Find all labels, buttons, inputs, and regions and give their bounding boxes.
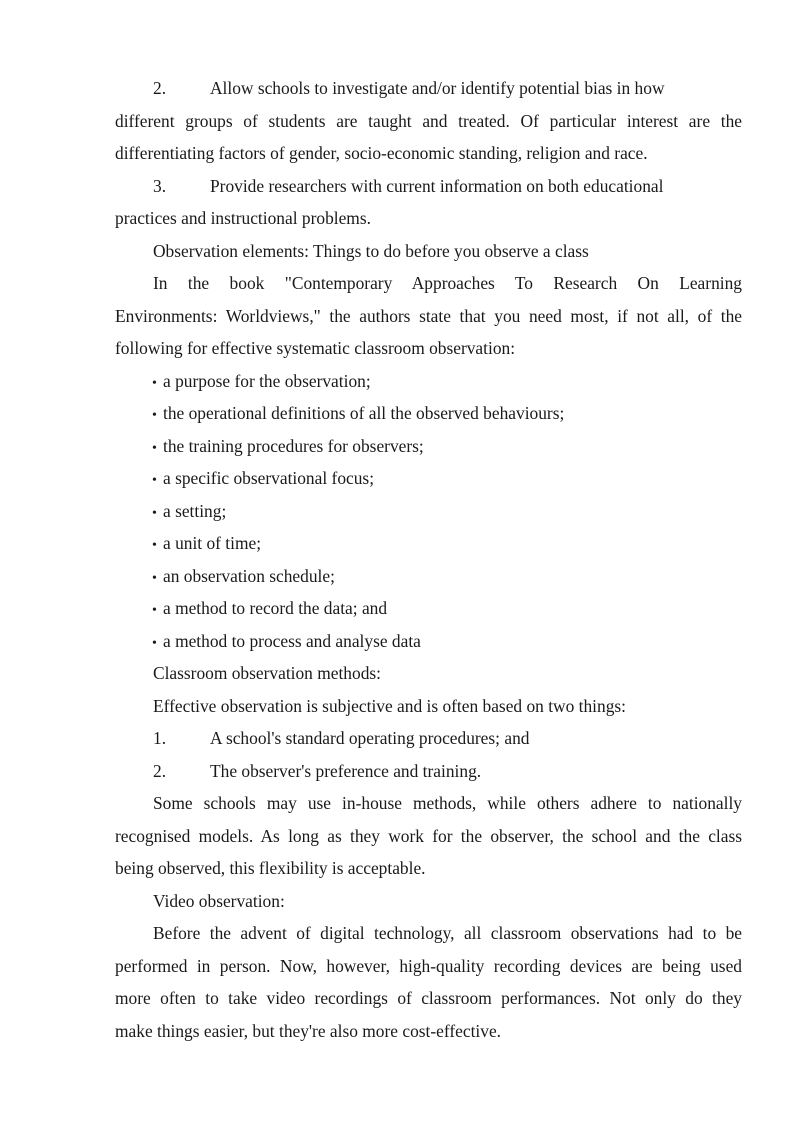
paragraph-line: following for effective systematic classroom observation: [115, 338, 516, 358]
numbered-item [115, 755, 742, 788]
list-item [115, 625, 742, 658]
list-item-text: a purpose for the observation; [163, 370, 371, 391]
section-heading: Classroom observation methods: [153, 663, 381, 683]
paragraph-line: Effective observation is subjective and is often based on two things: [153, 695, 626, 716]
paragraph-line: performed in person. Now, however, high-quality recording devices are being used [115, 955, 742, 976]
list-item-text: the training procedures for observers; [163, 435, 424, 456]
item-number: 1. [153, 728, 167, 748]
list-item-text: the operational definitions of all the observed behaviours; [163, 403, 565, 423]
bullet-icon: • [152, 635, 157, 651]
numbered-item [115, 722, 742, 755]
list-item-text: a unit of time; [163, 533, 262, 553]
item-text: Provide researchers with current information on both educational [210, 175, 664, 196]
list-item-text: an observation schedule; [163, 565, 335, 586]
paragraph-line: Before the advent of digital technology, all classroom observations had to be [153, 923, 742, 943]
list-item [115, 495, 742, 528]
list-item [115, 397, 742, 430]
list-item [115, 527, 742, 560]
document-page [115, 72, 742, 1047]
bullet-icon: • [152, 473, 157, 488]
list-item [115, 365, 742, 398]
section-heading: Observation elements: Things to do before you observe a class [153, 240, 589, 261]
list-item-text: a method to process and analyse data [163, 630, 421, 651]
paragraph-line: practices and instructional problems. [115, 208, 371, 228]
list-item-text: a setting; [163, 500, 227, 521]
bullet-icon: • [152, 440, 157, 456]
bullet-icon: • [152, 375, 157, 391]
bullet-icon: • [152, 603, 157, 618]
item-number: 2. [153, 78, 167, 98]
item-number: 2. [153, 760, 167, 781]
paragraph-line: different groups of students are taught and treated. Of particular interest are the [115, 110, 742, 131]
bullet-icon: • [152, 505, 157, 521]
numbered-item [115, 72, 742, 105]
bullet-icon: • [152, 408, 157, 423]
list-item [115, 560, 742, 593]
list-item-text: a method to record the data; and [163, 598, 388, 618]
bullet-icon: • [152, 538, 157, 553]
list-item [115, 592, 742, 625]
paragraph-line: being observed, this flexibility is acceptable. [115, 858, 426, 878]
numbered-item [115, 170, 742, 203]
item-text: A school's standard operating procedures; and [210, 728, 530, 748]
paragraph-line: recognised models. As long as they work for the observer, the school and the class [115, 825, 742, 846]
paragraph-line: differentiating factors of gender, socio-economic standing, religion and race. [115, 143, 648, 163]
paragraph-line: Environments: Worldviews," the authors state that you need most, if not all, of the [115, 305, 742, 326]
list-item [115, 430, 742, 463]
section-heading: Video observation: [153, 890, 285, 911]
paragraph-line: In the book "Contemporary Approaches To Research On Learning [153, 273, 742, 293]
list-item-text: a specific observational focus; [163, 468, 375, 488]
list-item [115, 462, 742, 495]
item-text: Allow schools to investigate and/or identify potential bias in how [210, 78, 665, 98]
bullet-icon: • [152, 570, 157, 586]
paragraph-line: Some schools may use in-house methods, while others adhere to nationally [153, 793, 742, 813]
item-number: 3. [153, 175, 167, 196]
paragraph-line: more often to take video recordings of classroom performances. Not only do they [115, 988, 742, 1008]
item-text: The observer's preference and training. [210, 760, 482, 781]
paragraph-line: make things easier, but they're also more cost-effective. [115, 1020, 502, 1041]
